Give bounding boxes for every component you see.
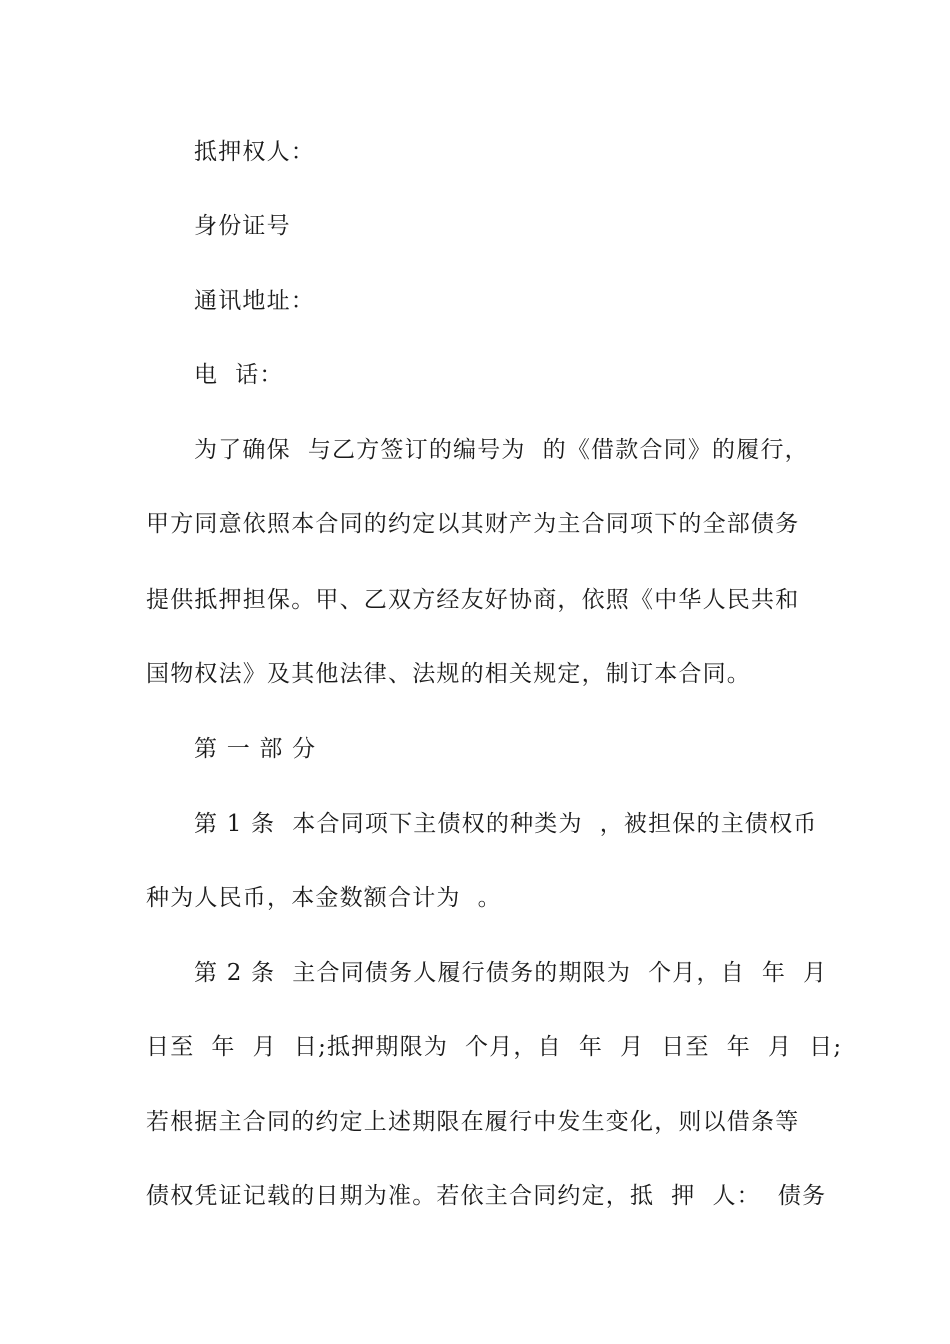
- part-heading: 第 一 部 分: [194, 736, 317, 762]
- preamble-line: 甲方同意依照本合同的约定以其财产为主合同项下的全部债务: [146, 511, 800, 537]
- article-2-line: 第 2 条 主合同债务人履行债务的期限为 个月，自 年 月: [194, 960, 828, 986]
- address-label: 通讯地址：: [194, 288, 315, 314]
- preamble-line: 提供抵押担保。甲、乙双方经友好协商，依照《中华人民共和: [146, 587, 800, 613]
- article-1-line: 第 1 条 本合同项下主债权的种类为 ，被担保的主债权币: [194, 811, 818, 837]
- preamble-line: 为了确保 与乙方签订的编号为 的《借款合同》的履行，: [194, 437, 809, 463]
- phone-label: 电 话：: [194, 362, 284, 388]
- article-1-line: 种为人民币，本金数额合计为 。: [146, 885, 502, 911]
- mortgagee-label: 抵押权人：: [194, 139, 315, 165]
- article-2-line: 若根据主合同的约定上述期限在履行中发生变化，则以借条等: [146, 1109, 800, 1135]
- article-2-line: 债权凭证记载的日期为准。若依主合同约定，抵 押 人： 债务: [146, 1183, 827, 1209]
- article-2-line: 日至 年 月 日;抵押期限为 个月，自 年 月 日至 年 月 日;: [146, 1034, 843, 1060]
- id-number-label: 身份证号: [194, 213, 291, 239]
- preamble-line: 国物权法》及其他法律、法规的相关规定，制订本合同。: [146, 661, 751, 687]
